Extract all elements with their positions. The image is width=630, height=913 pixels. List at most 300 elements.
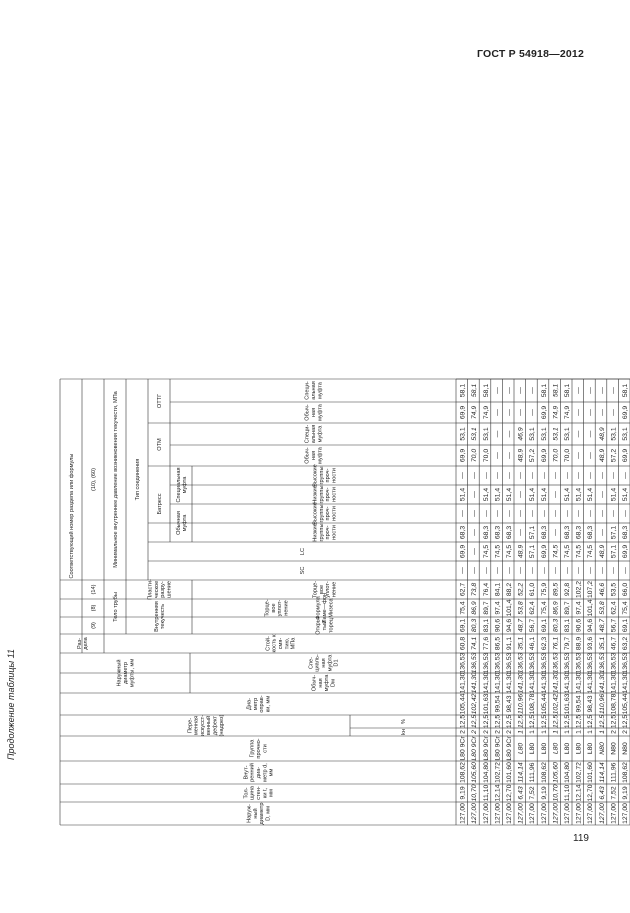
table-cell: 12,5 — [459, 714, 467, 729]
table-cell: 48,7 — [598, 618, 606, 633]
table-cell: 12,70 — [587, 784, 595, 802]
table-cell: 11,10 — [564, 784, 571, 802]
table-cell: 53,1 — [471, 427, 479, 441]
header-lower-grade2: ности — [331, 487, 338, 502]
table-cell: — — [598, 472, 606, 479]
header-open-end: Откры- — [315, 616, 322, 635]
table-cell: 74,5 — [564, 544, 571, 559]
header-otts-regular: Обыч- — [304, 404, 311, 421]
table-cell: — — [564, 567, 571, 574]
table-cell: — — [622, 567, 629, 574]
table-cell: 69,9 — [540, 405, 548, 420]
table-cell: 57,2 — [529, 448, 537, 463]
table-cell: 94,6 — [506, 618, 513, 633]
table-cell: — — [517, 510, 525, 517]
header-coupling-special: муфта — [327, 654, 334, 672]
table-cell: 136,53 — [471, 652, 479, 674]
table-cell: 89,7 — [482, 601, 490, 615]
table-cell: 62,4 — [529, 601, 537, 615]
table-cell: 76,4 — [482, 582, 490, 597]
table-caption: Продолжение таблицы 11 — [6, 648, 16, 760]
table-cell: 1 — [517, 730, 525, 734]
table-cell: 10,70 — [471, 784, 479, 802]
table-cell: 35,1 — [517, 636, 525, 651]
header-open-end: тый — [322, 620, 328, 631]
table-cell: 12,14 — [494, 784, 502, 802]
table-cell: L80 9Cr — [459, 736, 467, 761]
header-drift-dia: Диа- — [246, 698, 253, 710]
table-cell: 73,8 — [471, 582, 479, 597]
header-higher-grade: группы — [318, 504, 325, 523]
header-lower-grade: Низкие — [312, 523, 319, 542]
header-body-pipe: Тело трубы — [113, 592, 119, 622]
table-cell: 83,1 — [482, 618, 490, 633]
table-cell: 75,9 — [540, 582, 548, 597]
table-cell: — — [610, 567, 618, 574]
table-cell: — — [552, 529, 560, 536]
header-ref-9: (9) — [91, 622, 97, 629]
table-cell: — — [459, 567, 467, 574]
table-cell: 136,53 — [564, 652, 571, 674]
table-cell: 102,72 — [494, 762, 502, 783]
table-cell: 58,1 — [622, 383, 629, 398]
table-cell: — — [506, 452, 513, 459]
table-cell: 12,5 — [622, 714, 629, 729]
table-cell: 105,60 — [552, 762, 560, 783]
table-cell: 2 — [622, 730, 629, 734]
table-cell: — — [482, 510, 490, 517]
table-cell: 141,30 — [552, 672, 560, 694]
header-coupling-regular: ная — [317, 678, 324, 688]
header-defect-depth: менная — [193, 715, 200, 736]
table-cell: — — [506, 567, 513, 574]
header-higher-grade: ности — [331, 506, 338, 521]
header-wall-thickness: стен- — [256, 786, 262, 800]
table-cell: 105,44 — [540, 693, 548, 715]
table-cell: 12,5 — [482, 714, 490, 729]
header-collapse: МПа — [290, 637, 297, 650]
table-cell: 75,4 — [622, 601, 629, 615]
table-cell: — — [494, 472, 502, 479]
table-cell: 57,1 — [529, 544, 537, 559]
table-cell: 2 — [459, 730, 467, 734]
header-plastic-failure: Пласти- — [147, 579, 154, 600]
header-otm-special: Специ- — [304, 424, 311, 444]
table-cell: 99,54 — [575, 695, 583, 713]
table-cell: N80 — [598, 742, 606, 755]
table-cell: 53,1 — [622, 427, 629, 441]
table-cell: 89,5 — [552, 582, 560, 597]
header-ref-14: (14) — [91, 584, 97, 595]
table-cell: 58,1 — [540, 383, 548, 398]
table-cell: 105,60 — [471, 762, 479, 783]
header-lower-grade: группы — [318, 523, 325, 542]
header-collapse: смя- — [278, 637, 284, 650]
table-cell: 127,00 — [610, 803, 618, 824]
table-cell: 53,8 — [517, 601, 525, 615]
header-coupling-special: Спе- — [308, 656, 315, 670]
table-cell: 74,9 — [471, 405, 479, 420]
header-higher-grade: проч- — [325, 506, 332, 521]
table-cell: 11,10 — [482, 784, 490, 802]
table-cell: 68,3 — [482, 525, 490, 540]
table-cell: 127,00 — [529, 803, 537, 824]
table-cell: 101,4 — [587, 599, 595, 617]
table-cell: 77,6 — [482, 636, 490, 651]
table-cell: 127,00 — [482, 803, 490, 824]
header-coupling-regular: Dм — [330, 679, 337, 687]
table-cell: 51,4 — [482, 487, 490, 502]
table-cell: 108,62 — [540, 762, 548, 783]
table-cell: 92,8 — [564, 582, 571, 597]
table-cell: 141,30 — [610, 672, 618, 694]
header-drift-dia: ки, мм — [265, 695, 272, 713]
table-cell: 53,1 — [540, 427, 548, 441]
table-cell: 62,3 — [540, 636, 548, 651]
table-cell: 127,00 — [622, 803, 629, 824]
table-cell: 141,30 — [529, 672, 537, 694]
table-cell: 74,5 — [552, 544, 560, 559]
table-cell: 127,00 — [587, 803, 595, 824]
table-cell: 7,52 — [529, 786, 537, 800]
table-cell: L80 — [517, 742, 525, 755]
table-cell: 80,3 — [471, 618, 479, 633]
table-cell: 84,1 — [494, 582, 502, 597]
table-cell: — — [459, 472, 467, 479]
table-cell: 127,00 — [552, 803, 560, 824]
table-cell: — — [482, 567, 490, 574]
table-cell: 74,5 — [482, 544, 490, 559]
table-cell: — — [506, 430, 513, 438]
table-cell: 141,30 — [622, 672, 629, 694]
header-otts-special: муфта — [317, 382, 324, 399]
table-cell: 75,4 — [459, 601, 467, 615]
table-cell: 2 — [482, 730, 490, 734]
table-cell: 127,00 — [494, 803, 502, 824]
table-cell: 102,42 — [552, 693, 560, 715]
table-cell: 74,5 — [494, 544, 502, 559]
table-cell: 69,9 — [622, 544, 629, 559]
header-lower-grade2: проч- — [325, 487, 332, 502]
table-cell: 141,30 — [506, 672, 513, 694]
table-cell: 86,9 — [471, 601, 479, 615]
table-cell: 53,1 — [552, 427, 560, 441]
table-cell: — — [575, 452, 583, 459]
table-cell: 141,30 — [598, 672, 606, 694]
table-cell: L80 — [552, 742, 560, 755]
table-cell: 88,2 — [506, 582, 513, 597]
page-number: 119 — [573, 833, 589, 844]
table-cell: 1 — [529, 730, 537, 734]
table-cell: 51,4 — [540, 487, 548, 502]
table-cell: — — [610, 409, 618, 416]
table-cell: — — [575, 567, 583, 574]
table-cell: — — [506, 387, 513, 394]
table-cell: 51,4 — [587, 487, 595, 502]
table-cell: — — [494, 510, 502, 517]
table-cell: 12,5 — [610, 714, 618, 729]
table-cell: 83,1 — [564, 618, 571, 633]
table-cell: 69,9 — [459, 448, 467, 463]
table-cell: 12,5 — [598, 714, 606, 729]
table-cell: 9,19 — [540, 786, 548, 800]
table-cell: L80 — [529, 742, 537, 755]
table-cell: 66,0 — [622, 582, 629, 597]
table-cell: L80 9Cr — [506, 736, 513, 761]
table-cell: 1 — [598, 730, 606, 734]
table-cell: 93,6 — [587, 636, 595, 651]
table-cell: — — [575, 387, 583, 394]
table-cell: — — [529, 510, 537, 517]
table-cell: 75,4 — [540, 601, 548, 615]
table-cell: 58,1 — [482, 383, 490, 398]
header-drift-dia: метр — [252, 697, 259, 711]
table-cell: 108,78 — [610, 693, 618, 715]
table-cell: — — [598, 529, 606, 536]
header-defect-depth: венный — [206, 715, 213, 736]
table-cell: 48,9 — [517, 544, 525, 559]
table-cell: 58,1 — [564, 383, 571, 398]
table-cell: 74,1 — [471, 636, 479, 651]
table-cell: 76,1 — [552, 636, 560, 651]
table-cell: 86,9 — [552, 601, 560, 615]
table-cell: 90,6 — [575, 618, 583, 633]
table-cell: 12,5 — [471, 714, 479, 729]
table-cell: 110,96 — [598, 693, 606, 715]
table-cell: 70,0 — [471, 448, 479, 463]
table-cell: 127,00 — [564, 803, 571, 824]
table-cell: — — [517, 529, 525, 536]
table-cell: L80 — [575, 742, 583, 755]
table-cell: 69,9 — [459, 405, 467, 420]
table-cell: 51,4 — [610, 487, 618, 502]
header-bt-regular: Обычная — [175, 511, 182, 535]
table-cell: 97,4 — [494, 601, 502, 615]
table-cell: 57,1 — [610, 544, 618, 559]
header-inner-diameter: Внут- — [243, 765, 250, 780]
table-cell: 1 — [540, 730, 548, 734]
table-cell: L80 — [564, 742, 571, 755]
header-collapse: кость к — [271, 634, 278, 653]
table-cell: — — [517, 387, 525, 394]
table-cell: 57,1 — [610, 525, 618, 540]
table-cell: 141,30 — [471, 672, 479, 694]
table-cell: 1 — [587, 730, 595, 734]
table-cell: 68,3 — [540, 525, 548, 540]
table-cell: — — [540, 472, 548, 479]
table-cell: — — [494, 567, 502, 574]
header-strength-group: Группа — [249, 739, 256, 758]
table-cell: — — [610, 387, 618, 394]
table-cell: 90,6 — [494, 618, 502, 633]
table-cell: 69,9 — [540, 544, 548, 559]
table-cell: 12,5 — [587, 714, 595, 729]
table-cell: 7,52 — [610, 786, 618, 800]
table-cell: 70,0 — [482, 448, 490, 463]
header-connection-type: Тип соединения — [135, 458, 141, 501]
table-cell: — — [575, 430, 583, 438]
table-cell: 127,00 — [598, 803, 606, 824]
table-cell: — — [552, 491, 560, 498]
data-table — [60, 71, 629, 825]
table-cell: — — [598, 567, 606, 574]
header-coupling-regular: муфта — [324, 674, 331, 692]
header-coupling-od: диаметр — [123, 662, 129, 684]
header-higher-grade2: Высокие — [312, 464, 319, 487]
table-cell: — — [587, 387, 595, 394]
table-cell: 101,60 — [506, 762, 513, 783]
table-cell: N80 — [610, 742, 618, 755]
table-cell: 74,9 — [564, 405, 571, 420]
table-cell: 136,53 — [459, 652, 467, 674]
header-higher-grade: Высокие — [312, 502, 319, 525]
table-cell: 58,1 — [552, 383, 560, 398]
table-cell: — — [494, 430, 502, 438]
table-cell: — — [517, 409, 525, 416]
table-cell: 127,00 — [471, 803, 479, 824]
table-cell: 105,44 — [622, 693, 629, 715]
table-cell: 51,4 — [575, 487, 583, 502]
table-cell: — — [587, 567, 595, 574]
table-cell: 53,1 — [529, 427, 537, 441]
table-cell: 99,54 — [494, 695, 502, 713]
table-cell: 136,53 — [587, 652, 595, 674]
table-cell: 98,43 — [506, 695, 513, 713]
header-drift-dia: оправ- — [259, 695, 266, 713]
table-cell: 12,5 — [529, 714, 537, 729]
table-cell: L80 — [587, 742, 595, 755]
table-cell: — — [471, 567, 479, 574]
table-cell: 69,9 — [459, 544, 467, 559]
table-cell: 2 — [506, 730, 513, 734]
table-cell: — — [587, 452, 595, 459]
header-barlow: Ламе—фон — [322, 592, 328, 624]
header-internal-yield: Внутренняя — [153, 601, 160, 632]
table-cell: 114,14 — [598, 762, 606, 783]
table-cell: — — [506, 472, 513, 479]
table-cell: — — [529, 472, 537, 479]
table-cell: 80,3 — [552, 618, 560, 633]
table-cell: 69,1 — [540, 618, 548, 633]
table-cell: 114,14 — [517, 762, 525, 783]
table-cell: 46,1 — [529, 636, 537, 651]
table-cell: 53,1 — [564, 427, 571, 441]
table-cell: — — [610, 510, 618, 517]
table-cell: — — [587, 409, 595, 416]
table-cell: 1 — [564, 730, 571, 734]
table-cell: 68,3 — [575, 525, 583, 540]
table-cell: 110,96 — [517, 693, 525, 715]
table-cell: — — [564, 472, 571, 479]
header-wall-thickness: Тол- — [243, 787, 250, 799]
header-defect-depth: дефект — [212, 715, 219, 736]
table-cell: 141,30 — [517, 672, 525, 694]
table-cell: 57,2 — [610, 448, 618, 463]
table-cell: — — [471, 529, 479, 536]
table-cell: N80 — [622, 742, 629, 755]
table-cell: — — [506, 409, 513, 416]
table-cell: 1 — [552, 730, 560, 734]
header-higher-grade2: проч- — [325, 468, 332, 483]
table-cell: — — [517, 567, 525, 574]
header-coupling-special: циаль- — [314, 654, 321, 672]
header-bt-regular: муфта — [182, 514, 189, 532]
table-cell: 48,9 — [598, 544, 606, 559]
table-cell: 48,9 — [517, 448, 525, 463]
table-cell: — — [552, 510, 560, 517]
table-cell: 136,53 — [622, 652, 629, 674]
table-cell: 127,00 — [506, 803, 513, 824]
table-cell: 51,4 — [459, 487, 467, 502]
table-cell: 74,9 — [552, 405, 560, 420]
header-otts: ОТТГ — [157, 393, 163, 409]
header-defect-depth: Пере- — [187, 717, 194, 734]
table-cell: 111,96 — [610, 762, 618, 783]
header-otts-regular: муфта — [317, 404, 324, 421]
table-cell: 9,19 — [622, 786, 629, 800]
table-cell: 101,63 — [564, 693, 571, 715]
header-closed-end: нение — [283, 600, 290, 616]
table-cell: 141,30 — [482, 672, 490, 694]
header-collapse: тию, — [284, 637, 291, 650]
table-cell: 89,7 — [564, 601, 571, 615]
header-kn: kн — [401, 729, 407, 735]
table-cell: 9,19 — [459, 786, 467, 800]
table-cell: 127,00 — [575, 803, 583, 824]
table-cell: 12,5 — [552, 714, 560, 729]
table-cell: 141,30 — [459, 672, 467, 694]
table-cell: — — [598, 387, 606, 394]
table-cell: 86,5 — [494, 636, 502, 651]
table-cell: 136,53 — [494, 652, 502, 674]
header-otm-special: муфта — [317, 425, 324, 443]
header-coupling-od: Наружный — [116, 659, 123, 687]
header-otts-regular: ная — [311, 407, 317, 418]
table-cell: 56,7 — [610, 618, 618, 633]
header-otm: ОТМ — [157, 438, 163, 451]
table-cell: 51,4 — [564, 487, 571, 502]
header-lower-grade2: группы — [318, 485, 325, 504]
table-cell: 111,96 — [529, 762, 537, 783]
table-cell: — — [494, 387, 502, 394]
header-plastic-failure: разру- — [160, 581, 167, 598]
header-wall-thickness: ки t, — [262, 787, 269, 799]
table-cell: 6,43 — [517, 786, 525, 800]
table-cell: 74,9 — [482, 405, 490, 420]
table-cell: 108,62 — [459, 762, 467, 783]
table-cell: — — [575, 409, 583, 416]
table-cell: — — [471, 491, 479, 498]
table-cell: 68,3 — [494, 525, 502, 540]
table-cell: 102,2 — [575, 580, 583, 599]
header-higher-grade2: ности — [331, 468, 338, 483]
table-cell: 57,1 — [529, 525, 537, 540]
header-ref-10-60: (10), (60) — [91, 467, 97, 492]
table-cell: 98,43 — [587, 695, 595, 713]
table-cell: 136,53 — [552, 652, 560, 674]
table-cell: — — [529, 409, 537, 416]
table-cell: 136,53 — [598, 652, 606, 674]
header-defect-depth: (надрез) — [218, 714, 225, 737]
header-otts-special: альная — [311, 381, 317, 400]
header-closed-end: вое — [270, 603, 277, 613]
table-cell: 102,72 — [575, 762, 583, 783]
header-collapse: Стой- — [265, 636, 272, 651]
table-cell: 136,53 — [540, 652, 548, 674]
table-cell: 127,00 — [517, 803, 525, 824]
table-cell: 12,5 — [506, 714, 513, 729]
table-cell: 10,70 — [552, 784, 560, 802]
